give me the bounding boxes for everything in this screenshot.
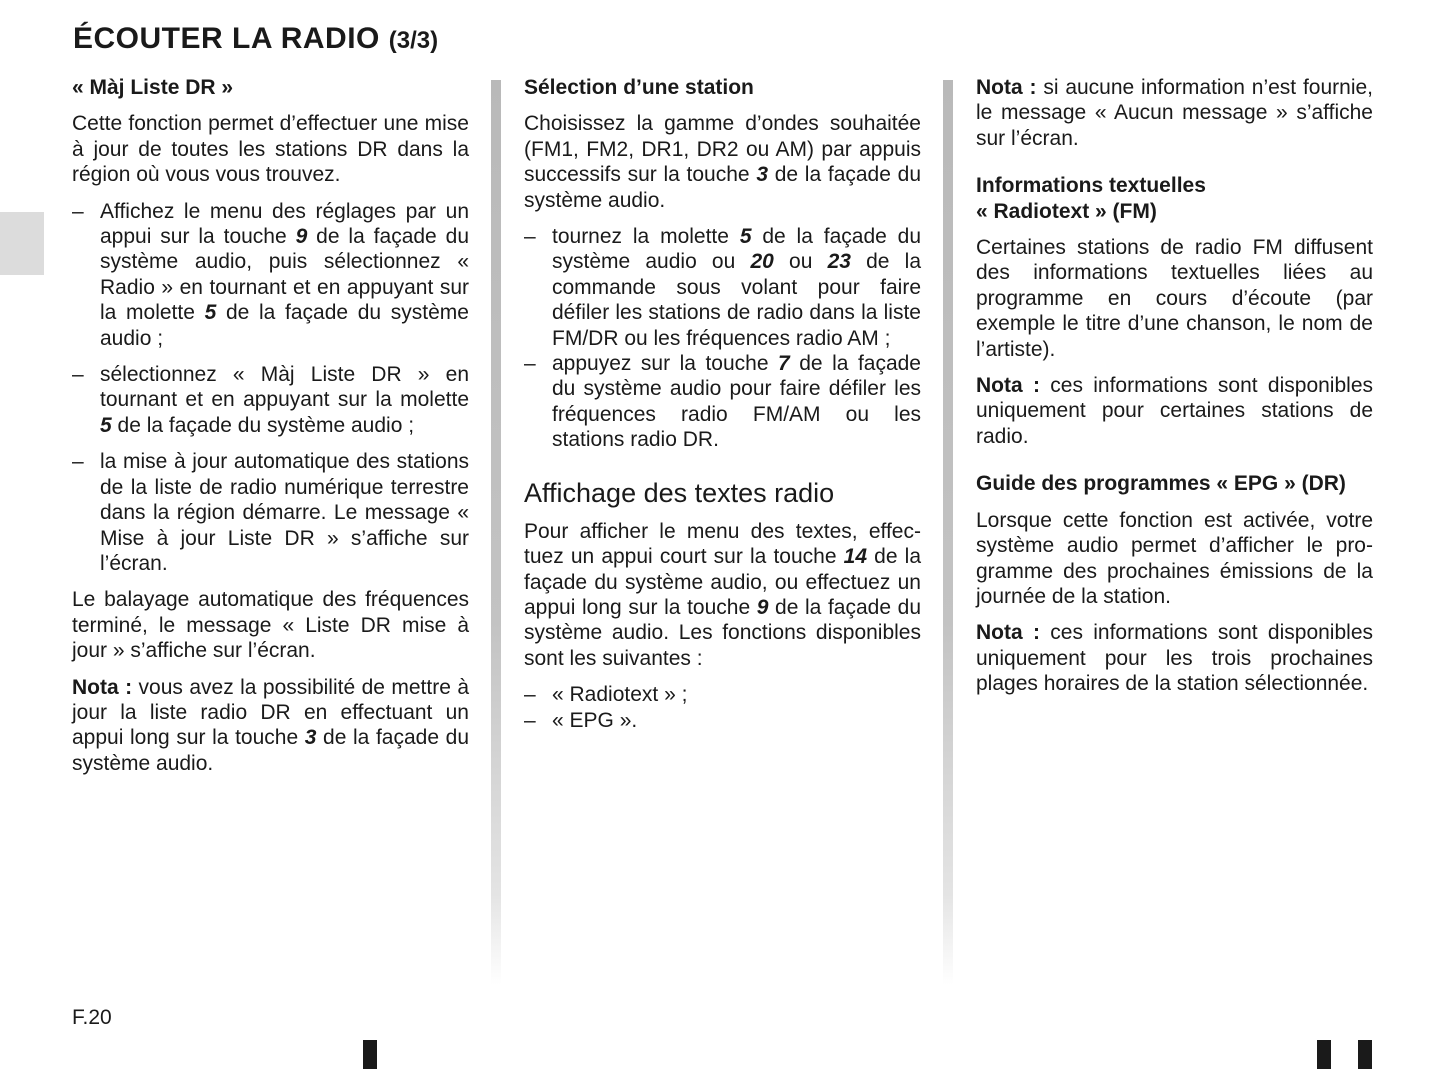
text-run: de la façade du système audio, puis sélectionnez « Radio » en tournant et en appuyant sur la molette (100, 225, 469, 325)
text-run: Pour afficher le menu des textes, effectuez un appui court sur la touche (524, 519, 921, 569)
key-number: 9 (756, 595, 769, 619)
nota-paragraph (72, 675, 469, 777)
section-heading-maj-liste-dr: « Màj Liste DR » (72, 76, 234, 99)
key-number: 5 (739, 225, 752, 249)
list-item (72, 199, 469, 351)
text-run: ces informations sont disponibles uniquement pour les trois prochaines plages horaires de la station sélectionnée. (976, 621, 1373, 696)
page-title (73, 22, 438, 56)
paragraph-epg: Lorsque cette fonction est activée, votre système audio permet d’afficher le programme des prochaines émissions de la journée de la station. (976, 508, 1373, 608)
nota-label: Nota : (72, 675, 133, 699)
text-run: de la façade du système audio ou (552, 225, 922, 274)
page-title-text: ÉCOUTER LA RADIO (73, 22, 380, 55)
text-run: ou (773, 250, 828, 274)
key-number: 7 (778, 352, 790, 376)
key-number: 14 (843, 545, 868, 569)
text-run: de la façade du système audio. (524, 163, 921, 212)
key-number: 3 (756, 163, 768, 187)
text-run: de la façade du système audio, ou effectuez un appui long sur la touche (524, 545, 921, 619)
text-run: de la façade du système audio ; (111, 413, 415, 437)
text-run: de la façade du système audio pour faire défiler les fréquences radio FM/AM ou les stations radio DR. (552, 352, 921, 452)
text-run: de la façade du système audio. Les fonctions disponibles sont les suivantes : (524, 595, 921, 670)
list-item (524, 224, 921, 351)
paragraph-balayage: Le balayage automatique des fréquences terminé, le message « Liste DR mise à jour » s’affiche sur l’écran. (72, 588, 469, 663)
text-run: la mise à jour automatique des stations de la liste de radio numérique terrestre dans la région démarre. Le message « Mise à jour Liste DR » s’affiche sur l’écran. (100, 450, 469, 575)
key-number: 23 (827, 250, 851, 274)
key-number: 3 (304, 726, 317, 750)
nota-paragraph (976, 75, 1373, 151)
text-run: vous avez la possibilité de mettre à jour la liste radio DR en effectuant un appui long sur la touche (72, 675, 470, 750)
crop-mark (1317, 1040, 1331, 1069)
page-number: F.20 (72, 1006, 112, 1029)
list-item-epg: – « EPG ». (524, 708, 921, 733)
text-run: si aucune information n’est fournie, le message « Aucun message » s’affiche sur l’écran. (976, 76, 1373, 150)
text-run: Affichez le menu des réglages par un appui sur la touche (100, 199, 469, 249)
text-run: ces informations sont disponibles uniquement pour certaines stations de radio. (976, 374, 1373, 448)
nota-label: Nota : (976, 621, 1040, 645)
section-heading-selection-station: Sélection d’une station (524, 76, 754, 99)
heading-line: Informations textuelles (976, 174, 1206, 198)
column-1 (72, 75, 469, 787)
crop-mark (1358, 1040, 1372, 1069)
key-number: 5 (204, 301, 217, 325)
instruction-list (72, 199, 469, 577)
nota-paragraph (976, 620, 1373, 696)
function-list (524, 682, 921, 733)
paragraph-intro (524, 111, 921, 213)
text-run: de la façade du système audio ; (100, 301, 469, 350)
nota-label: Nota : (976, 374, 1040, 398)
text-run: de la commande sous volant pour faire défiler les stations de radio dans la liste FM/DR ou les fréquences radio AM ; (552, 250, 922, 350)
paragraph-radiotext: Certaines stations de radio FM diffusent des informations textuelles liées au programme en cours d’écoute (par exemple le titre d’une chanson, le nom de l’artiste). (976, 236, 1373, 361)
text-run: de la façade du système audio. (72, 726, 469, 775)
nota-label: Nota : (976, 76, 1037, 99)
text-run: appuyez sur la touche (552, 352, 779, 376)
column-divider-right (943, 80, 953, 985)
crop-mark (363, 1040, 377, 1069)
nota-paragraph (976, 373, 1373, 449)
instruction-list (524, 224, 921, 453)
column-3 (976, 75, 1373, 708)
column-2 (524, 75, 921, 744)
list-item-radiotext: – « Radiotext » ; (524, 682, 921, 707)
list-item (524, 351, 921, 453)
paragraph-affichage (524, 519, 921, 671)
section-heading-radiotext (976, 173, 1373, 224)
list-item (72, 449, 469, 576)
column-divider-left (491, 80, 501, 985)
key-number: 5 (100, 413, 112, 437)
section-heading-epg: Guide des programmes « EPG » (DR) (976, 472, 1346, 496)
heading-line: « Radiotext » (FM) (976, 199, 1157, 223)
page-title-part: (3/3) (388, 27, 439, 54)
text-run: Choisissez la gamme d’ondes souhaitée (FM1, FM2, DR1, DR2 ou AM) par appuis successifs sur la touche (524, 112, 921, 187)
list-item (72, 362, 469, 438)
text-run: tournez la molette (552, 225, 740, 249)
key-number: 20 (750, 250, 774, 274)
text-run: sélectionnez « Màj Liste DR » en tournant et en appuyant sur la molette (100, 363, 469, 412)
section-title-affichage-textes-radio: Affichage des textes radio (524, 477, 835, 508)
paragraph-intro: Cette fonction permet d’effectuer une mise à jour de toutes les stations DR dans la région où vous vous trouvez. (72, 112, 469, 187)
key-number: 9 (295, 225, 308, 249)
chapter-tab-marker (0, 212, 44, 275)
